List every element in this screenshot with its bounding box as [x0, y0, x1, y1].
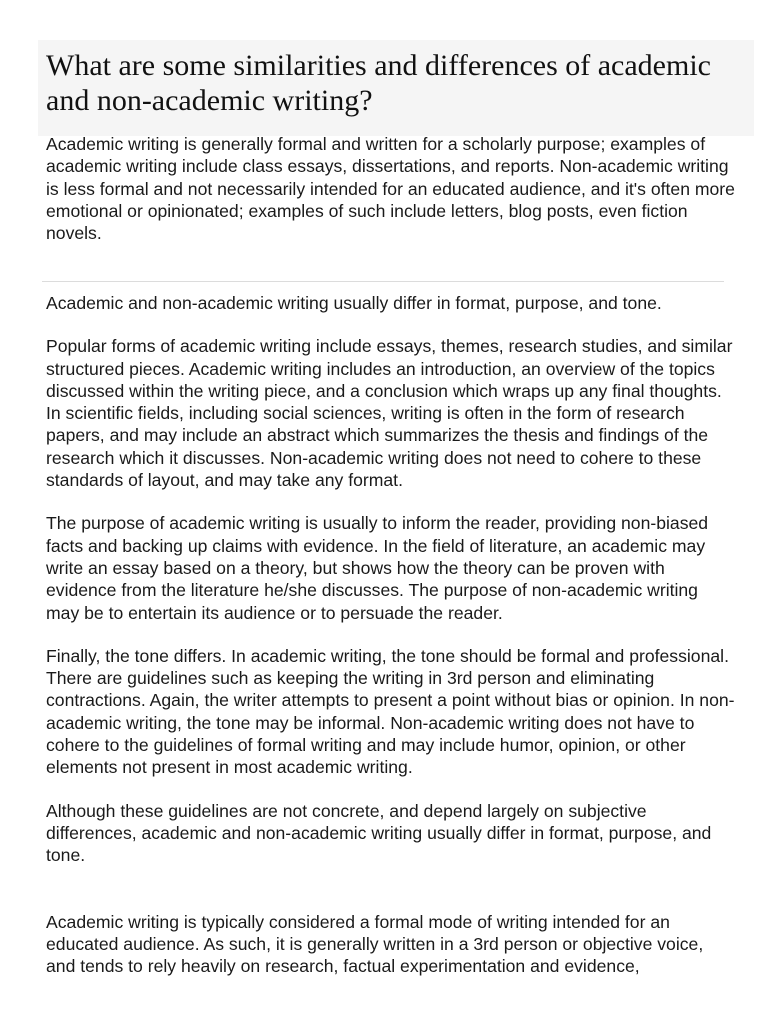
question-title: What are some similarities and differences of academic and non-academic writing? [46, 49, 711, 117]
question-header [38, 40, 754, 136]
summary-paragraph: Academic writing is generally formal and written for a scholarly purpose; examples of academic writing include class essays, dissertations, and reports. Non-academic writing is less formal and not necessarily intended for an educated audience, and it's often more emotional or opinionated; examples of such include letters, blog posts, even fiction novels. [46, 134, 735, 244]
answer-body [46, 292, 736, 998]
section-divider [42, 281, 724, 282]
answer-paragraph-tone: Finally, the tone differs. In academic writing, the tone should be formal and professional. There are guidelines such as keeping the writing in 3rd person and eliminating contractions. Again, the writer attempts to present a point without bias or opinion. In non-academic writing, the tone may be informal. Non-academic writing does not have to cohere to the guidelines of formal writing and may include humor, opinion, or other elements not present in most academic writing. [46, 645, 735, 778]
answer-paragraph-conclusion: Although these guidelines are not concrete, and depend largely on subjective differences, academic and non-academic writing usually differ in format, purpose, and tone. [46, 800, 712, 866]
answer-paragraph-purpose: The purpose of academic writing is usually to inform the reader, providing non-biased facts and backing up claims with evidence. In the field of literature, an academic may write an essay based on a theory, but shows how the theory can be proven with evidence from the literature he/she discusses. The purpose of non-academic writing may be to entertain its audience or to persuade the reader. [46, 513, 709, 623]
answer-paragraph-intro: Academic and non-academic writing usually differ in format, purpose, and tone. [46, 293, 662, 313]
answer-paragraph-second-answer: Academic writing is typically considered a formal mode of writing intended for an educated audience. As such, it is generally written in a 3rd person or objective voice, and tends to rely heavily on research, factual experimentation and evidence, [46, 911, 704, 977]
answer-paragraph-format: Popular forms of academic writing include essays, themes, research studies, and similar structured pieces. Academic writing includes an introduction, an overview of the topics discussed within the writing piece, and a conclusion which wraps up any final thoughts. In scientific fields, including social sciences, writing is often in the form of research papers, and may include an abstract which summarizes the thesis and findings of the research which it discusses. Non-academic writing does not need to cohere to these standards of layout, and may take any format. [46, 336, 733, 491]
